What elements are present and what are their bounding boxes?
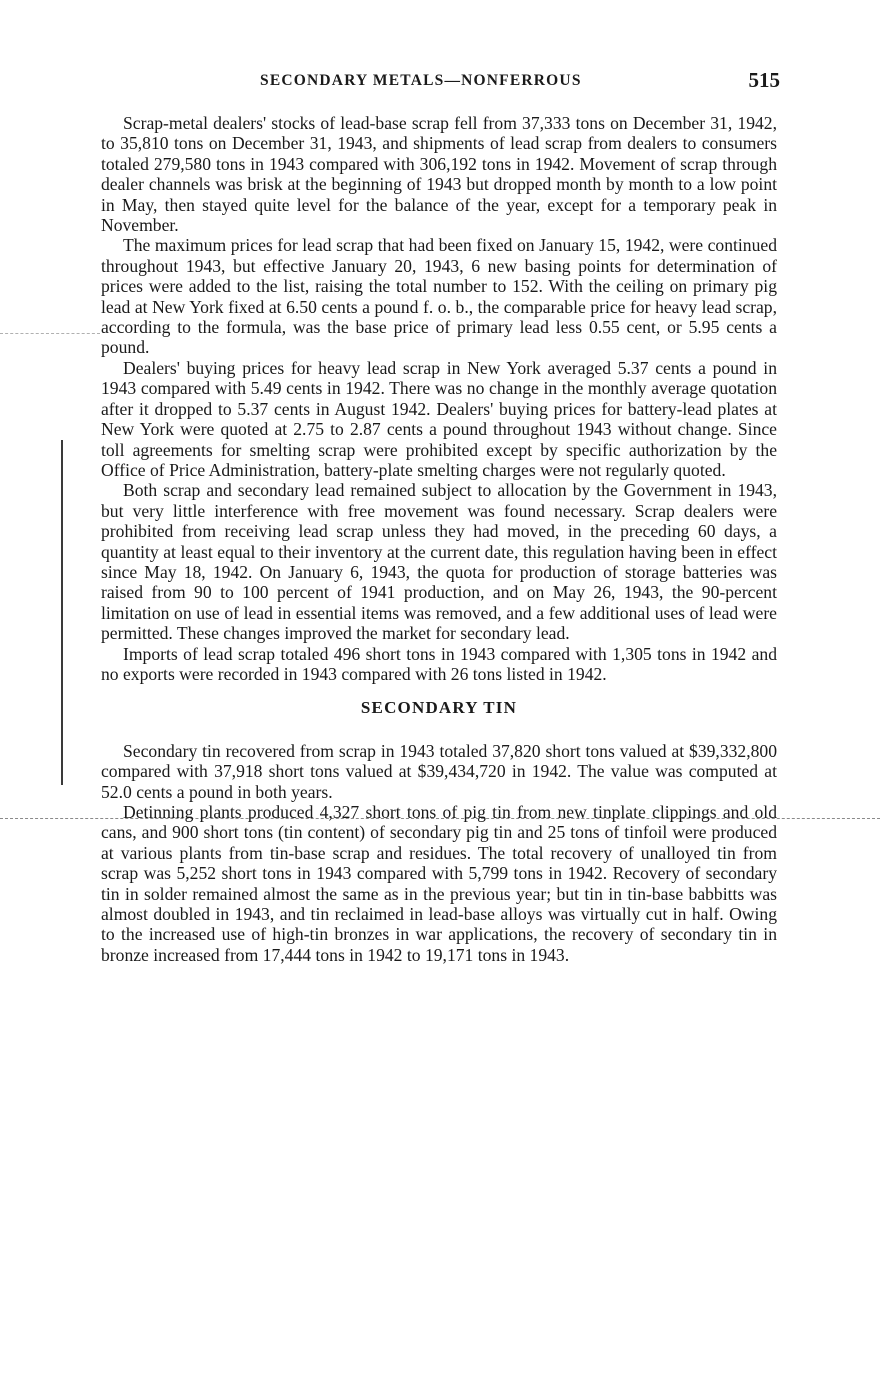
paragraph-maximum-prices: The maximum prices for lead scrap that had been fixed on January 15, 1942, were continued throughout 1943, but effective January 20, 1943, 6 new basing points for determination of prices were added to the list, raising the total number to 152. With the ceiling on primary pig lead at New York fixed at 6.50 cents a pound f. o. b., the comparable price for heavy lead scrap, according to the formula, was the base price of primary lead less 0.55 cent, or 5.95 cents a pound. [101, 235, 777, 358]
page-header [100, 68, 780, 92]
paragraph-dealer-stocks: Scrap-metal dealers' stocks of lead-base scrap fell from 37,333 tons on December 31, 1942, to 35,810 tons on December 31, 1943, and shipments of lead scrap from dealers to consumers totaled 279,580 tons in 1943 compared with 306,192 tons in 1942. Movement of scrap through dealer channels was brisk at the beginning of 1943 but dropped month by month to a low point in May, then stayed quite level for the balance of the year, except for a temporary peak in November. [101, 113, 777, 236]
paragraph-tin-recovered: Secondary tin recovered from scrap in 1943 totaled 37,820 short tons valued at $39,332,800 compared with 37,918 short tons valued at $39,434,720 in 1942. The value was computed at 52.0 cents a pound in both years. [101, 740, 777, 802]
scan-artifact-line [0, 333, 100, 334]
paragraph-dealer-buying-prices: Dealers' buying prices for heavy lead scrap in New York averaged 5.37 cents a pound in 1943 compared with 5.49 cents in 1942. There was no change in the monthly average quotation after it dropped to 5.37 cents in August 1942. Dealers' buying prices for battery-lead plates at New York were quoted at 2.75 to 2.87 cents a pound throughout 1943 without change. Since toll agreements for smelting scrap were prohibited except by specific authorization by the Office of Price Administration, battery-plate smelting charges were not regularly quoted. [101, 357, 777, 480]
paragraph-imports: Imports of lead scrap totaled 496 short tons in 1943 compared with 1,305 tons in 1942 and no exports were recorded in 1943 compared with 26 tons listed in 1942. [101, 643, 777, 684]
paragraph-allocation: Both scrap and secondary lead remained subject to allocation by the Government in 1943, but very little interference with free movement was found necessary. Scrap dealers were prohibited from receiving lead scrap unless they had moved, in the preceding 60 days, a quantity at least equal to their inventory at the current date, this regulation having been in effect since May 18, 1942. On January 6, 1943, the quota for production of storage batteries was raised from 90 to 100 percent of 1941 production, and on May 26, 1943, the 90-percent limitation on use of lead in essential items was removed, and a few additional uses of lead were permitted. These changes improved the market for secondary lead. [101, 480, 777, 644]
body-text [101, 113, 777, 965]
section-title: SECONDARY TIN [360, 698, 518, 718]
page-number: 515 [748, 68, 780, 92]
running-head: SECONDARY METALS—NONFERROUS [260, 72, 582, 89]
paragraph-detinning: Detinning plants produced 4,327 short tons of pig tin from new tinplate clippings and old cans, and 900 short tons (tin content) of secondary pig tin and 25 tons of tinfoil were produced at various plants from tin-base scrap and residues. The total recovery of unalloyed tin from scrap was 5,252 short tons in 1943 compared with 5,799 tons in 1942. Recovery of secondary tin in solder remained almost the same as in the previous year; but tin in tin-base babbitts was almost doubled in 1943, and tin reclaimed in lead-base alloys was virtually cut in half. Owing to the increased use of high-tin bronzes in war applications, the recovery of secondary tin in bronze increased from 17,444 tons in 1942 to 19,171 tons in 1943. [101, 802, 777, 965]
margin-mark [61, 440, 63, 785]
